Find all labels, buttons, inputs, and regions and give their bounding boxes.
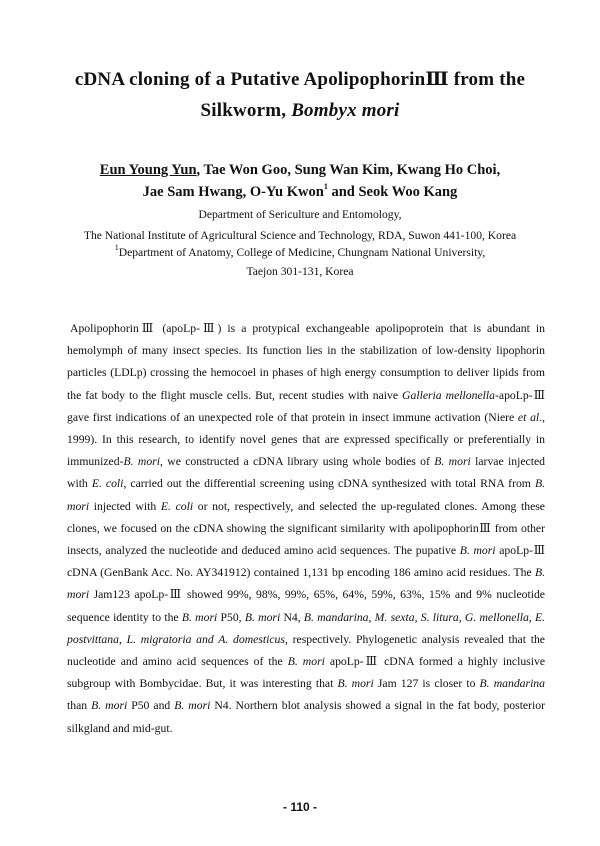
abstract-text: , respectively. Phylogenetic analysis revealed that the nucleotide and amino acid sequences of the xyxy=(67,632,545,669)
abstract-italic-term: B. mandarina xyxy=(479,677,545,691)
abstract-text: ApolipophorinⅢ (apoLp-Ⅲ) is a protypical exchangeable apolipoprotein that is abundant in hemolymph of many insect species. Its function lies in the stabilization of low-density lipophorin particles (LDLp) crossing the hemocoel in phases of high energy consumption to deliver lipids from the fat body to the flight muscle cells. But, recent studies with naive xyxy=(67,322,545,402)
abstract-text: injected with xyxy=(89,499,161,513)
affiliation-2 xyxy=(30,244,570,261)
abstract-italic-term: et al xyxy=(517,410,540,424)
abstract-italic-term: B. mori xyxy=(459,544,496,558)
abstract-italic-term: B. mori xyxy=(337,677,374,691)
abstract-text: N4. Northern blot analysis showed a signal in the fat body, posterior silkgland and mid-gut. xyxy=(67,699,545,735)
abstract-text: than xyxy=(67,699,92,713)
abstract-text: ., 1999). In this research, to identify novel genes that are expressed specifically or preferentially in immunized- xyxy=(67,410,546,469)
abstract-italic-term: B. mandarina, M. sexta, S. litura, G. mellonella, E. postvittana, L. migratoria and A. domesticus xyxy=(67,610,546,646)
affiliation-mark: 1 xyxy=(114,243,119,253)
first-author: Eun Young Yun xyxy=(99,162,197,178)
abstract-italic-term: Galleria mellonella xyxy=(402,388,495,402)
abstract-italic-term: E. coli xyxy=(160,499,194,513)
abstract-text: larvae injected with xyxy=(67,455,546,491)
title-text: Silkworm, xyxy=(200,100,292,121)
author-affiliation-mark: 1 xyxy=(323,182,328,192)
affiliation-dept2: Department of Anatomy, College of Medicine, Chungnam National University, xyxy=(118,246,486,259)
affiliation-city: Taejon 301-131, Korea xyxy=(246,265,354,278)
abstract-italic-term: B. mori xyxy=(67,477,545,513)
affiliation-institute: The National Institute of Agricultural Science and Technology, RDA, Suwon 441-100, Korea xyxy=(83,229,517,242)
abstract-text: apoLp-Ⅲ cDNA formed a highly inclusive subgroup with Bombycidae. But, it was interesting that xyxy=(67,655,546,691)
abstract-italic-term: B. mori xyxy=(434,455,471,469)
abstract-italic-term: B. mori xyxy=(91,699,128,713)
abstract-text: N4, xyxy=(280,610,304,624)
abstract-text: or not, respectively, and selected the up-regulated clones. Among these clones, we focused on the cDNA showing the significant similarity with apolipophorinⅢ from other insects, analyzed the nucleotide and deduced amino acid sequences. The pupative xyxy=(67,499,545,558)
author-list-2a: Jae Sam Hwang, O-Yu Kwon xyxy=(142,184,324,200)
abstract-text: P50, xyxy=(217,610,245,624)
paper-title-line2 xyxy=(40,97,560,125)
author-list-2b: and Seok Woo Kang xyxy=(327,184,458,200)
author-line-2 xyxy=(40,182,560,203)
affiliation-department: Department of Sericulture and Entomology, xyxy=(198,208,402,221)
abstract-text: Jam123 apoLp-Ⅲ showed 99%, 98%, 99%, 65%, 64%, 59%, 63%, 15% and 9% nucleotide sequence identity to the xyxy=(67,588,545,624)
abstract-italic-term: B. mori xyxy=(123,455,160,469)
paper-title-line1: cDNA cloning of a Putative ApolipophorinⅢ from the xyxy=(74,69,526,90)
abstract-text: apoLp-Ⅲ cDNA (GenBank Acc. No. AY341912) contained 1,131 bp encoding 186 amino acid residues. The xyxy=(67,544,545,580)
abstract-text: , carried out the differential screening using cDNA synthesized with total RNA from xyxy=(123,477,535,491)
abstract-italic-term: B. mori xyxy=(244,610,281,624)
abstract-text: Jam 127 is closer to xyxy=(373,677,480,691)
author-line-1 xyxy=(40,160,560,181)
abstract-italic-term: B. mori xyxy=(67,566,545,602)
abstract-body xyxy=(67,318,545,740)
abstract-italic-term: B. mori xyxy=(181,610,218,624)
abstract-italic-term: E. coli xyxy=(91,477,124,491)
abstract-italic-term: B. mori xyxy=(174,699,211,713)
abstract-text: , we constructed a cDNA library using whole bodies of xyxy=(159,455,435,469)
abstract-text: P50 and xyxy=(127,699,175,713)
abstract-text: -apoLp-Ⅲ gave first indications of an unexpected role of that protein in insect immune activation (Niere xyxy=(67,388,545,424)
abstract-italic-term: B. mori xyxy=(287,655,325,669)
author-list-rest: , Tae Won Goo, Sung Wan Kim, Kwang Ho Choi, xyxy=(196,162,501,178)
page-number: - 110 - xyxy=(282,800,318,814)
title-species: Bombyx mori xyxy=(291,100,400,121)
